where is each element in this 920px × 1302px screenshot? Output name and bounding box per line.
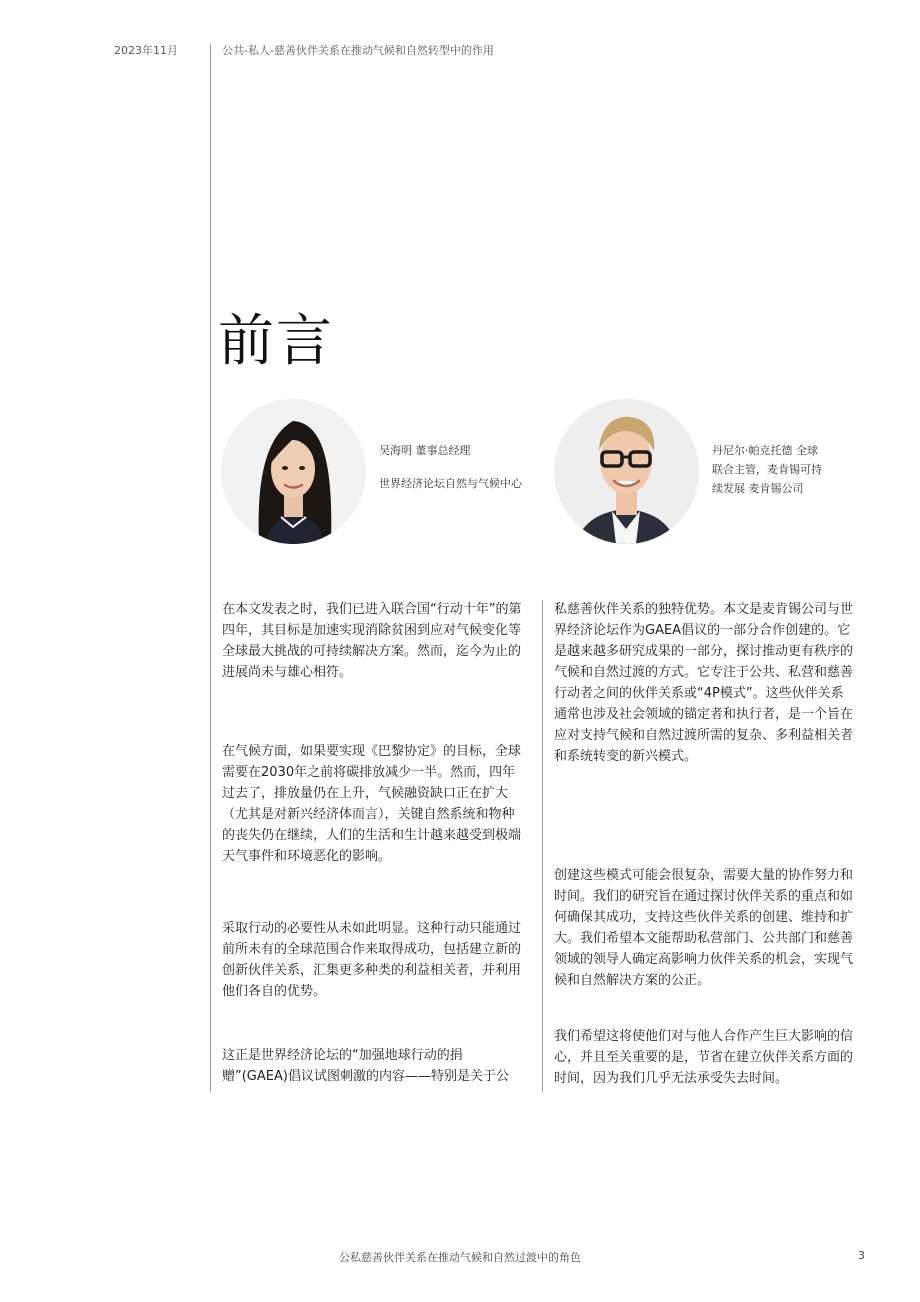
right-paragraph-1-text: 私慈善伙伴关系的独特优势。本文是麦肯锡公司与世界经济论坛作为GAEA倡议的一部分合作创建的。它是越来越多研究成果的一部分，探讨推动更有秩序的气候和自然过渡的方式。它专注于公共、私营和慈善行动者之间的伙伴关系或“4P模式”。这些伙伴关系通常也涉及社会领域的锚定者和执行者，是一个旨在应对支持气候和自然过渡所需的复杂、多利益相关者和系统转变的新兴模式。 <box>554 602 854 764</box>
page-number: 3 <box>858 1249 865 1262</box>
author-1-portrait <box>221 399 366 544</box>
page-title: 前言 <box>218 309 334 374</box>
header-document-title: 公共-私人-慈善伙伴关系在推动气候和自然转型中的作用 <box>222 44 494 57</box>
right-paragraph-2-text: 创建这些模式可能会很复杂，需要大量的协作努力和时间。我们的研究旨在通过探讨伙伴关系的重点和如何确保其成功，支持这些伙伴关系的创建、维持和扩大。我们希望本文能帮助私营部门、公共部门和慈善领域的领导人确定高影响力伙伴关系的机会，实现气候和自然解决方案的公正。 <box>554 868 854 988</box>
footer-title: 公私慈善伙伴关系在推动气候和自然过渡中的角色 <box>339 1251 581 1264</box>
right-paragraph-3-text: 我们希望这将使他们对与他人合作产生巨大影响的信心，并且至关重要的是，节省在建立伙伴关系方面的时间，因为我们几乎无法承受失去时间。 <box>554 1029 854 1086</box>
left-paragraph-1 <box>222 599 522 683</box>
left-paragraph-3 <box>222 918 522 1002</box>
left-paragraph-3-text: 采取行动的必要性从未如此明显。这种行动只能通过前所未有的全球范围合作来取得成功，包括建立新的创新伙伴关系，汇集更多种类的利益相关者，并利用他们各自的优势。 <box>222 921 522 999</box>
author-1-caption <box>379 441 539 493</box>
left-paragraph-2-text: 在气候方面，如果要实现《巴黎协定》的目标，全球需要在2030年之前将碳排放减少一半。然而，四年过去了，排放量仍在上升，气候融资缺口正在扩大（尤其是对新兴经济体而言），关键自然系统和物种的丧失仍在继续，人们的生活和生计越来越受到极端天气事件和环境恶化的影响。 <box>222 744 522 864</box>
right-paragraph-3 <box>554 1026 854 1089</box>
left-paragraph-2 <box>222 741 522 867</box>
left-paragraph-4 <box>222 1045 522 1087</box>
header-date: 2023年11月 <box>114 44 178 57</box>
right-paragraph-1 <box>554 599 854 767</box>
author-2-caption-line-3: 续发展 麦肯锡公司 <box>712 482 804 495</box>
author-2-caption <box>712 441 837 498</box>
vertical-divider-main <box>210 44 211 1092</box>
left-paragraph-1-text: 在本文发表之时，我们已进入联合国“行动十年”的第四年，其目标是加速实现消除贫困到应对气候变化等全球最大挑战的可持续解决方案。然而，迄今为止的进展尚未与雄心相符。 <box>222 602 522 680</box>
author-2-caption-line-2: 联合主管，麦肯锡可持 <box>712 463 822 476</box>
author-1-organization: 世界经济论坛自然与气候中心 <box>379 477 522 490</box>
author-1-name-role: 吴海明 董事总经理 <box>379 444 471 457</box>
author-2-portrait-image <box>554 399 699 544</box>
left-paragraph-4-text: 这正是世界经济论坛的“加强地球行动的捐赠”(GAEA)倡议试图刺激的内容——特别是关于公 <box>222 1048 509 1084</box>
author-1-portrait-image <box>221 399 366 544</box>
author-2-portrait <box>554 399 699 544</box>
author-2-caption-line-1: 丹尼尔·帕克托德 全球 <box>712 444 818 457</box>
right-paragraph-2 <box>554 865 854 991</box>
vertical-divider-columns <box>542 600 543 1092</box>
